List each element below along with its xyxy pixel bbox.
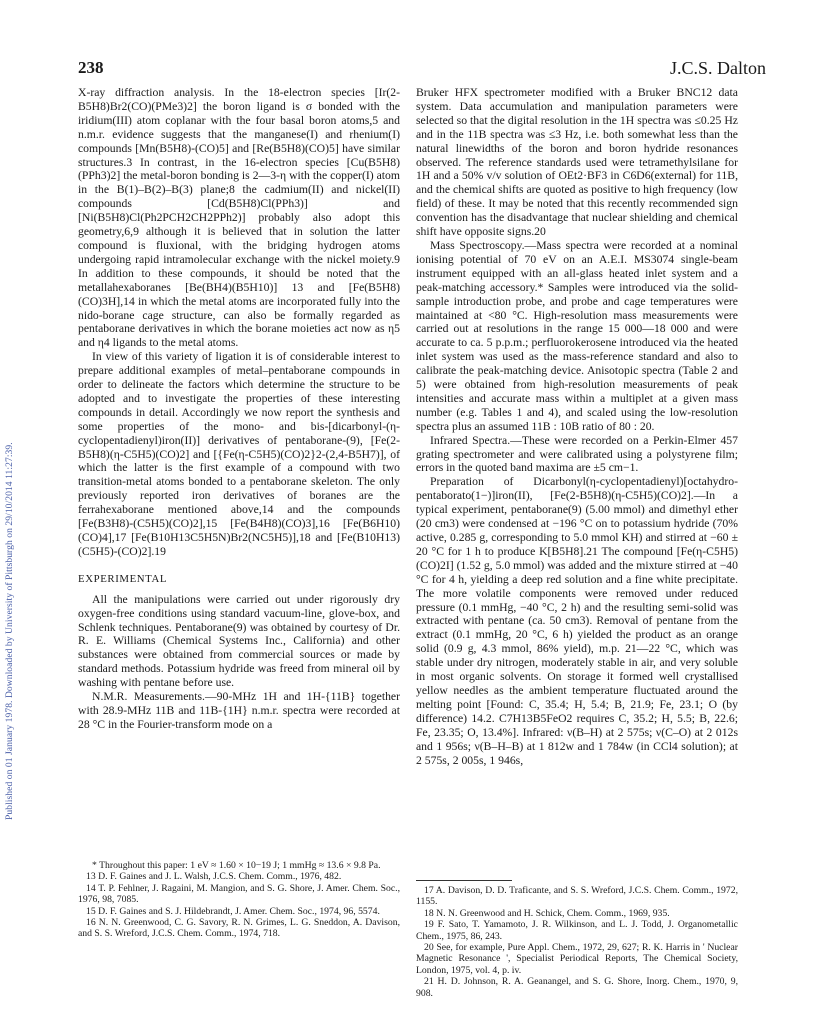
footnote: 17 A. Davison, D. D. Traficante, and S. S. Wreford, J.C.S. Chem. Comm., 1972, 1155. xyxy=(416,885,738,908)
body-paragraph: All the manipulations were carried out under rigorously dry oxygen-free conditions using standard vacuum-line, glove-box, and Schlenk techniques. Pentaborane(9) was obtained by courtesy of Dr. R. E. Williams (Chemical Systems Inc., California) and other substances were obtained from commercial sources or made by standard methods. Potassium hydride was freed from mineral oil by washing with pentane before use. xyxy=(78,592,400,690)
footnote: 15 D. F. Gaines and S. J. Hildebrandt, J. Amer. Chem. Soc., 1974, 96, 5574. xyxy=(86,905,380,917)
footnote: 21 H. D. Johnson, R. A. Geanangel, and S. G. Shore, Inorg. Chem., 1970, 9, 908. xyxy=(416,976,738,999)
download-watermark xyxy=(4,200,18,820)
body-paragraph: N.M.R. Measurements.—90-MHz 1H and 1H-{11B} together with 28.9-MHz 11B and 11B-{1H} n.m.r. spectra were recorded at 28 °C in the Fourier-transform mode on a xyxy=(78,690,400,731)
footnote-rule xyxy=(416,880,512,881)
body-paragraph: X-ray diffraction analysis. In the 18-electron species [Ir(2-B5H8)Br2(CO)(PMe3)2] the boron ligand is σ bonded with the iridium(III) atom coplanar with the four basal boron atoms,5 and n.m.r. evidence suggests that the manganese(I) and rhenium(I) compounds [Mn(B5H8)-(CO)5] and [Re(B5H8)(CO)5] have similar structures.3 In contrast, in the 16-electron species [Cu(B5H8)(PPh3)2] the metal-boron bonding is 2—3-η with the copper(I) atom in the B(1)–B(2)–B(3) plane;8 the cadmium(II) and nickel(II) compounds [Cd(B5H8)Cl(PPh3)] and [Ni(B5H8)Cl(Ph2PCH2CH2PPh2)] probably also adopt this geometry,6,9 although it is believed that in solution the latter compound is fluxional, with the bridging hydrogen atoms undergoing rapid intramolecular exchange with the nickel moiety.9 In addition to these compounds, it should be noted that the metallahexaboranes [Be(BH4)(B5H10)] 13 and [Fe(B5H8)(CO)3H],14 in which the metal atoms are incorporated fully into the nido-borane cage structure, can also be formally regarded as pentaborane derivatives in which the borane moieties act now as η5 and η4 ligands to the metal atoms. xyxy=(78,86,400,350)
footnote: 16 N. N. Greenwood, C. G. Savory, R. N. Grimes, L. G. Sneddon, A. Davison, and S. S. Wreford, J.C.S. Chem. Comm., 1974, 718. xyxy=(78,917,400,940)
footnote: * Throughout this paper: 1 eV ≈ 1.60 × 10−19 J; 1 mmHg ≈ 13.6 × 9.8 Pa. xyxy=(92,860,381,871)
body-paragraph: In view of this variety of ligation it is of considerable interest to prepare additional examples of metal–pentaborane compounds in order to delineate the factors which determine the structure to be adopted and to investigate the properties of these interesting compounds in detail. Accordingly we now report the synthesis and some properties of the mono- and bis-[dicarbonyl-(η-cyclopentadienyl)iron(II)] derivatives of pentaborane-(9), [Fe(2-B5H8)(η-C5H5)(CO)2] and [{Fe(η-C5H5)(CO)2}2-(2,4-B5H7)], of which the latter is the first example of a compound with two transition-metal atoms bonded to a pentaborane skeleton. The only previously reported iron derivatives of boranes are the ferrahexaborane mentioned above,14 and the compounds [Fe(B3H8)-(C5H5)(CO)2],15 [Fe(B4H8)(CO)3],16 [Fe(B6H10)(CO)4],17 [Fe(B10H13C5H5N)Br2(NC5H5)],18 and [Fe(B10H13)(C5H5)-(CO)2].19 xyxy=(78,350,400,558)
footnote: 14 T. P. Fehlner, J. Ragaini, M. Mangion, and S. G. Shore, J. Amer. Chem. Soc., 1976, 98, 7085. xyxy=(78,882,400,906)
footnotes-left xyxy=(78,860,400,940)
page-number: 238 xyxy=(78,58,104,77)
footnote: 20 See, for example, Pure Appl. Chem., 1972, 29, 627; R. K. Harris in ' Nuclear Magnetic Resonance ', Specialist Periodical Reports, The Chemical Society, London, 1975, vol. 4, p. iv. xyxy=(416,942,738,976)
body-paragraph: Bruker HFX spectrometer modified with a Bruker BNC12 data system. Data accumulation and manipulation parameters were selected so that the digital resolution in the 1H spectra was ≤0.25 Hz and in the 11B spectra was ≤3 Hz, i.e. both somewhat less than the natural linewidths of the boron and boron hydride resonances observed. The reference standards used were tetramethylsilane for 1H and a 50% v/v solution of OEt2·BF3 in C6D6(external) for 11B, and the chemical shifts are quoted as positive to high frequency (low field) of these. It may be noted that this recently recommended sign convention has the disadvantage that nuclear shielding and chemical shift have opposite signs.20 xyxy=(416,86,738,239)
left-column xyxy=(78,86,400,940)
footnote: 19 F. Sato, T. Yamamoto, J. R. Wilkinson, and L. J. Todd, J. Organometallic Chem., 1975, 86, 243. xyxy=(416,919,738,942)
journal-title: J.C.S. Dalton xyxy=(669,58,766,78)
body-paragraph: Preparation of Dicarbonyl(η-cyclopentadienyl)[octahydro-pentaborato(1−)]iron(II), [Fe(2-B5H8)(η-C5H5)(CO)2].—In a typical experiment, pentaborane(9) (5.00 mmol) and dimethyl ether (20 cm3) were condensed at −196 °C on to potassium hydride (70% active, 0.285 g, corresponding to 5.0 mmol KH) and stirred at −60 ± 20 °C for 1 h to produce K[B5H8].21 The compound [Fe(η-C5H5)(CO)2I] (1.52 g, 5.0 mmol) was added and the mixture stirred at −40 °C for 4 h, yielding a deep red solution and a fine white precipitate. The more volatile components were removed under reduced pressure (0.1 mmHg, −40 °C, 2 h) and the resulting semi-solid was extracted with pentane (ca. 50 cm3). Removal of pentane from the extract (0.1 mmHg, 20 °C, 6 h) yielded the product as an orange solid (0.9 g, 4.3 mmol, 86% yield), m.p. 21—22 °C, which was stable under dry nitrogen, moderately stable in air, and very soluble in most organic solvents. On storage it formed well crystallised yellow needles as the ambient temperature fluctuated around the melting point [Found: C, 35.4; H, 5.4; B, 21.9; Fe, 23.1; O (by difference) 14.2. C7H13B5FeO2 requires C, 35.2; H, 5.5; B, 22.6; Fe, 23.35; O, 13.4%]. Infrared: ν(B–H) at 2 575s; ν(C–O) at 2 012s and 1 956s; ν(B–H–B) at 1 812w and 1 784w (in CCl4 solution); at 2 575s, 2 005s, 1 946s, xyxy=(416,475,738,767)
download-notice-text: Published on 01 January 1978. Downloaded by University of Pittsburgh on 29/10/2014 11:27:39. xyxy=(4,442,15,820)
body-paragraph: Mass Spectroscopy.—Mass spectra were recorded at a nominal ionising potential of 70 eV on an A.E.I. MS3074 single-beam instrument equipped with an all-glass heated inlet system and a peak-matching accessory.* Samples were introduced via the solid-sample introduction probe, and probe and cage temperatures were maintained at <80 °C. High-resolution mass measurements were carried out at resolutions in the range 15 000—18 000 and were accurate to ca. 5 p.p.m.; perfluorokerosene introduced via the heated inlet system was used as the mass-reference standard and also to calibrate the peak-matching device. Anisotopic spectra (Table 2 and 5) were obtained from high-resolution measurements of peak intensities and accurate mass within a multiplet at a given mass number (e.g. Tables 1 and 4), and scaled using the low-resolution spectra plus an assumed 11B : 10B ratio of 80 : 20. xyxy=(416,238,738,433)
footnote: 18 N. N. Greenwood and H. Schick, Chem. Comm., 1969, 935. xyxy=(424,907,670,919)
body-paragraph: Infrared Spectra.—These were recorded on a Perkin-Elmer 457 grating spectrometer and were calibrated using a polystyrene film; errors in the quoted band maxima are ±5 cm−1. xyxy=(416,433,738,475)
right-column xyxy=(416,86,738,999)
footnote: 13 D. F. Gaines and J. L. Walsh, J.C.S. Chem. Comm., 1976, 482. xyxy=(86,871,342,883)
footnotes-right xyxy=(416,870,738,999)
section-heading: EXPERIMENTAL xyxy=(78,572,168,585)
